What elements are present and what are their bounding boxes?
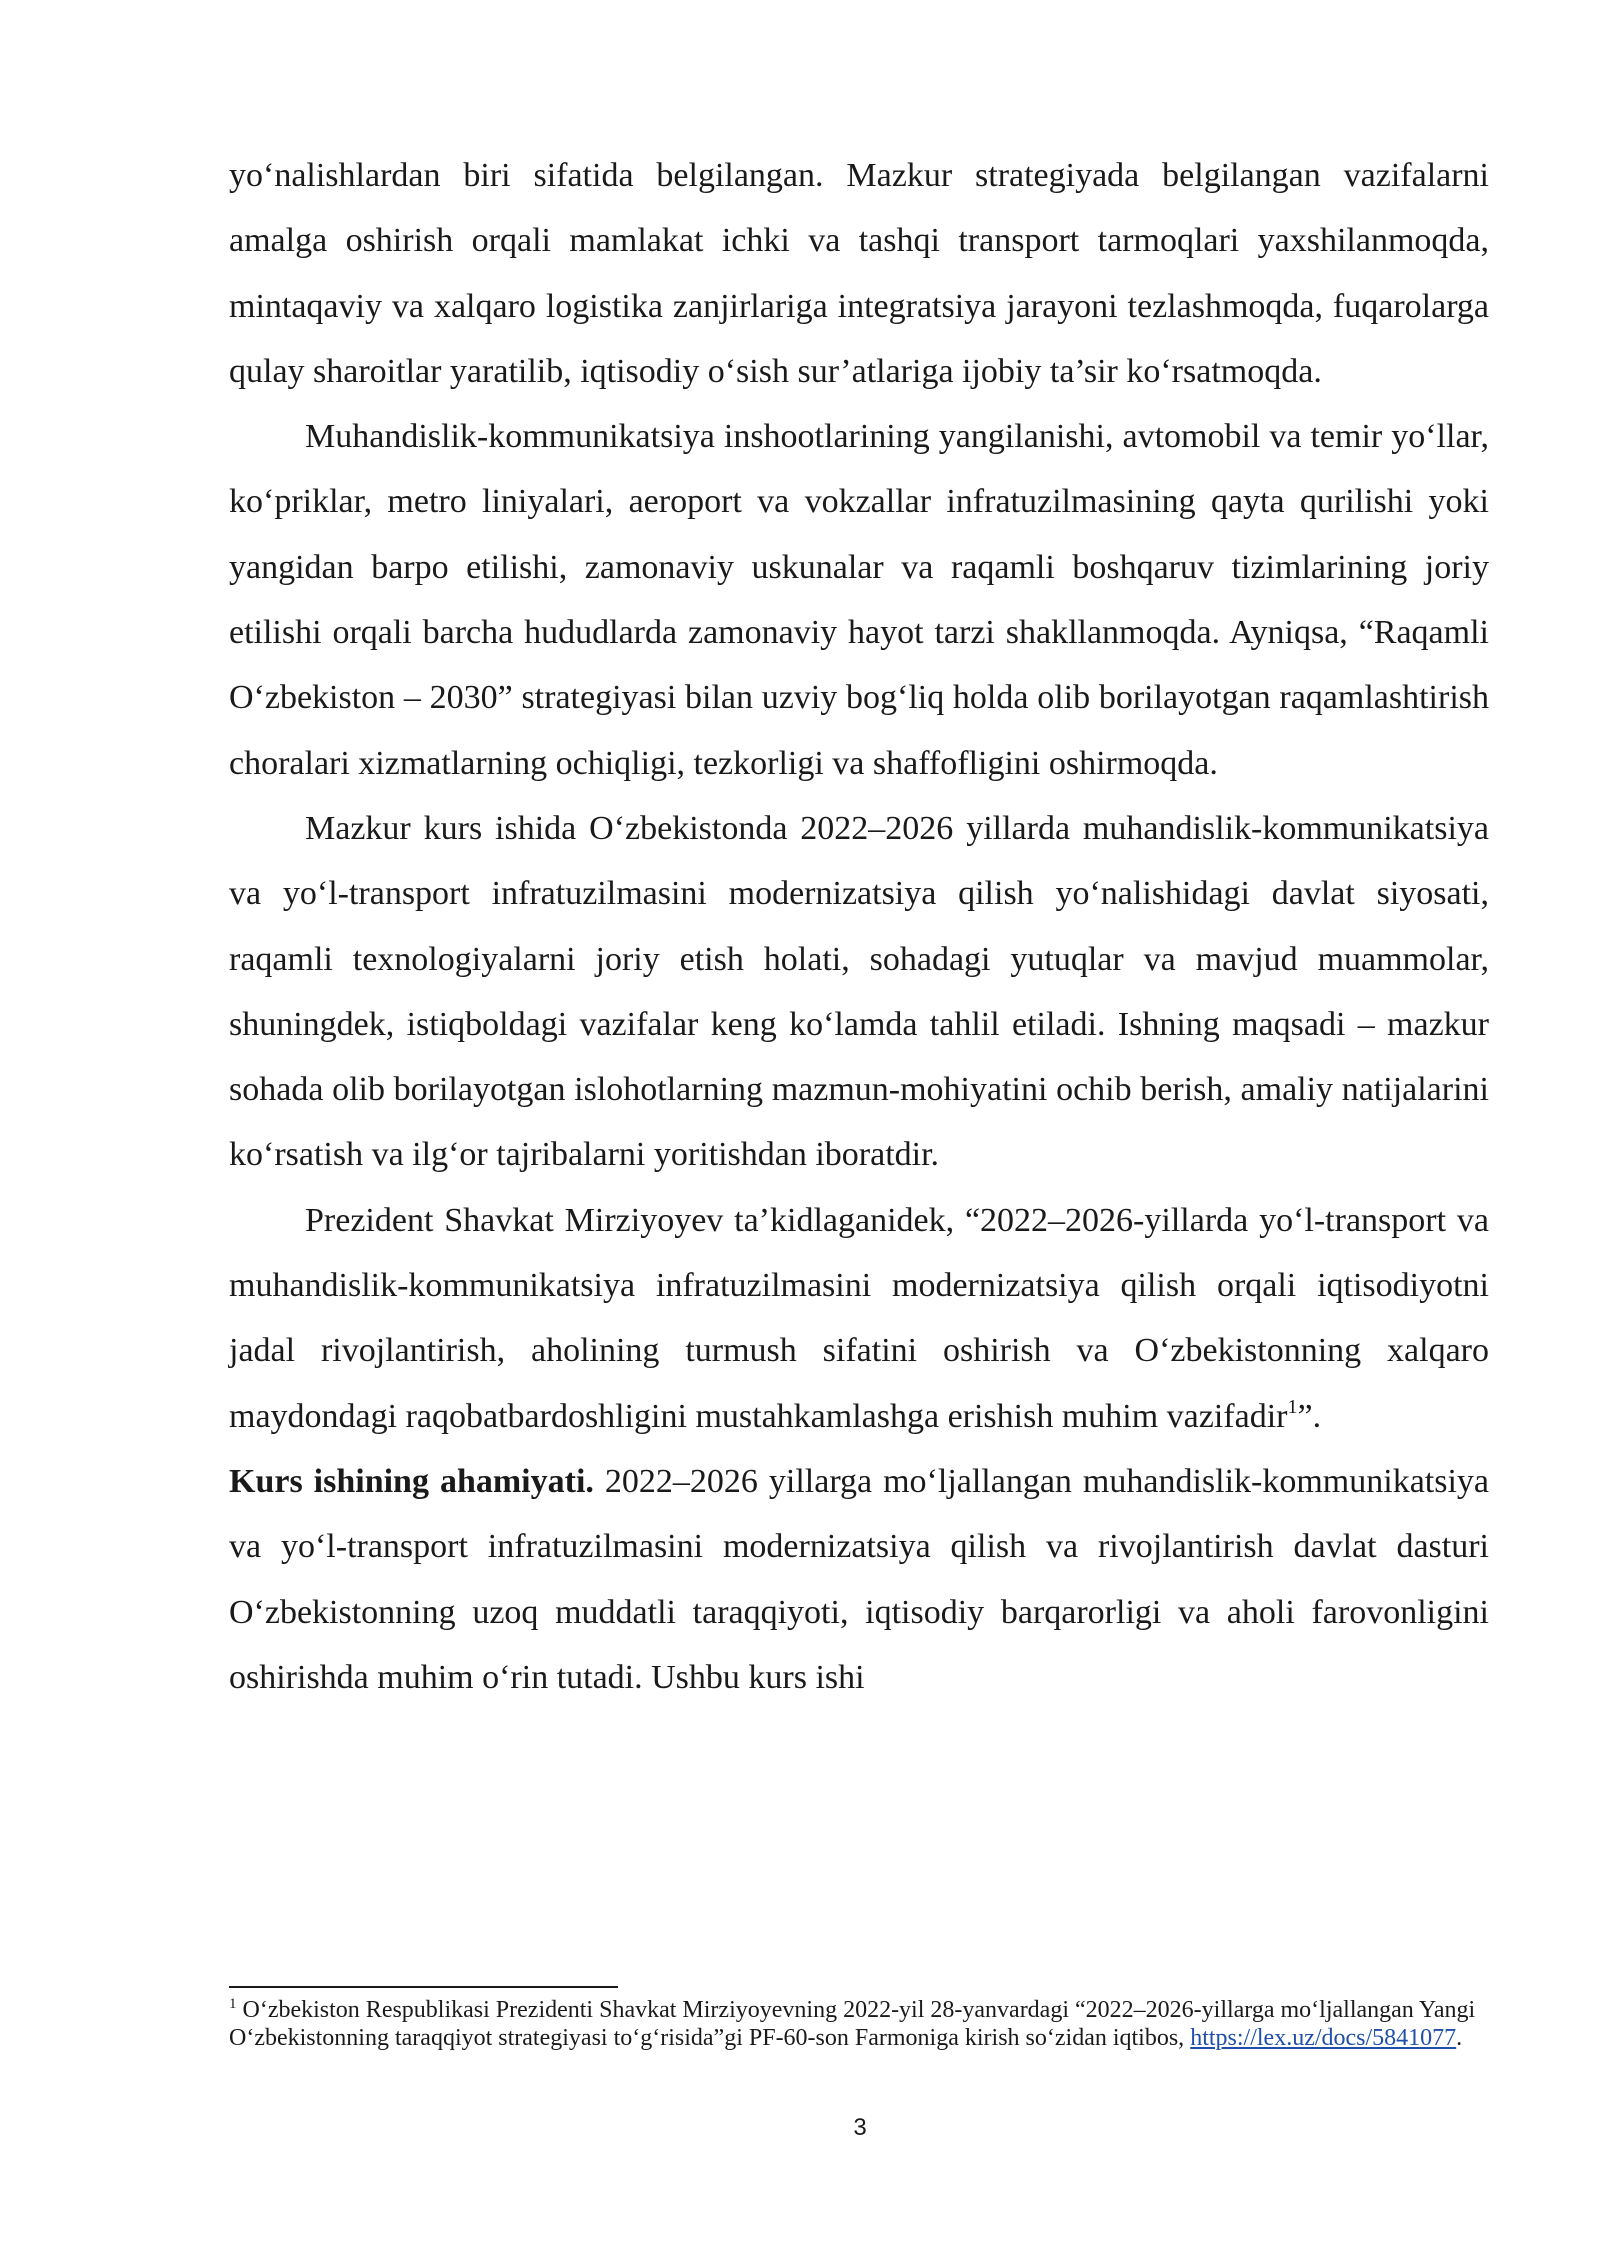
paragraph-course-aim: Mazkur kurs ishida O‘zbekistonda 2022–2026 yillarda muhandislik-kommunikatsiya va yo‘l-transport infratuzilmasini modernizatsiya qilish yo‘nalishidagi davlat siyosati, raqamli texnologiyalarni joriy etish holati, sohadagi yutuqlar va mavjud muammolar, shuningdek, istiqboldagi vazifalar keng ko‘lamda tahlil etiladi. Ishning maqsadi – mazkur sohada olib borilayotgan islohotlarning mazmun-mohiyatini ochib berish, amaliy natijalarini ko‘rsatish va ilg‘or tajribalarni yoritishdan iboratdir. xyxy=(229,809,1489,1174)
footnote-end: . xyxy=(1456,2025,1463,2051)
body-text xyxy=(229,143,1489,1710)
paragraph-president-quote xyxy=(229,1188,1489,1449)
quote-closing: ”. xyxy=(1297,1397,1322,1435)
paragraph-continuation: yo‘nalishlardan biri sifatida belgilangan. Mazkur strategiyada belgilangan vazifalarni amalga oshirish orqali mamlakat ichki va tashqi transport tarmoqlari yaxshilanmoqda, mintaqaviy va xalqaro logistika zanjirlariga integratsiya jarayoni tezlashmoqda, fuqarolarga qulay sharoitlar yaratilib, iqtisodiy o‘sish sur’atlariga ijobiy ta’sir ko‘rsatmoqda. xyxy=(229,157,1489,390)
footnote-separator xyxy=(229,1986,618,1988)
paragraph-significance xyxy=(229,1449,1489,1710)
footnote xyxy=(229,1996,1489,2052)
footnote-link[interactable]: https://lex.uz/docs/5841077 xyxy=(1190,2025,1457,2051)
footnote-text: O‘zbekiston Respublikasi Prezidenti Shavkat Mirziyoyevning 2022-yil 28-yanvardagi “2022–2026-yillarga mo‘ljallangan Yangi O‘zbekistonning taraqqiyot strategiyasi to‘g‘risida”gi PF-60-son Farmoniga kirish so‘zidan iqtibos, xyxy=(229,1997,1476,2051)
page-number: 3 xyxy=(853,2114,867,2141)
significance-text: 2022–2026 yillarga mo‘ljallangan muhandislik-kommunikatsiya va yo‘l-transport infratuzilmasini modernizatsiya qilish va rivojlantirish davlat dasturi O‘zbekistonning uzoq muddatli taraqqiyoti, iqtisodiy barqarorligi va aholi farovonligini oshirishda muhim o‘rin tutadi. Ushbu kurs ishi xyxy=(229,1462,1489,1696)
quote-text: Prezident Shavkat Mirziyoyev ta’kidlaganidek, “2022–2026-yillarda yo‘l-transport va muhandislik-kommunikatsiya infratuzilmasini modernizatsiya qilish orqali iqtisodiyotni jadal rivojlantirish, aholining turmush sifatini oshirish va O‘zbekistonning xalqaro maydondagi raqobatbardoshligini mustahkamlashga erishish muhim vazifadir xyxy=(229,1201,1489,1435)
section-heading: Kurs ishining ahamiyati. xyxy=(229,1462,594,1500)
paragraph-infrastructure: Muhandislik-kommunikatsiya inshootlarining yangilanishi, avtomobil va temir yo‘llar, ko‘priklar, metro liniyalari, aeroport va vokzallar infratuzilmasining qayta qurilishi yoki yangidan barpo etilishi, zamonaviy uskunalar va raqamli boshqaruv tizimlarining joriy etilishi orqali barcha hududlarda zamonaviy hayot tarzi shakllanmoqda. Ayniqsa, “Raqamli O‘zbekiston – 2030” strategiyasi bilan uzviy bog‘liq holda olib borilayotgan raqamlashtirish choralari xizmatlarning ochiqligi, tezkorligi va shaffofligini oshirmoqda. xyxy=(229,418,1489,782)
footnote-reference[interactable]: 1 xyxy=(1287,1395,1298,1418)
footnote-number: 1 xyxy=(229,1996,237,2012)
